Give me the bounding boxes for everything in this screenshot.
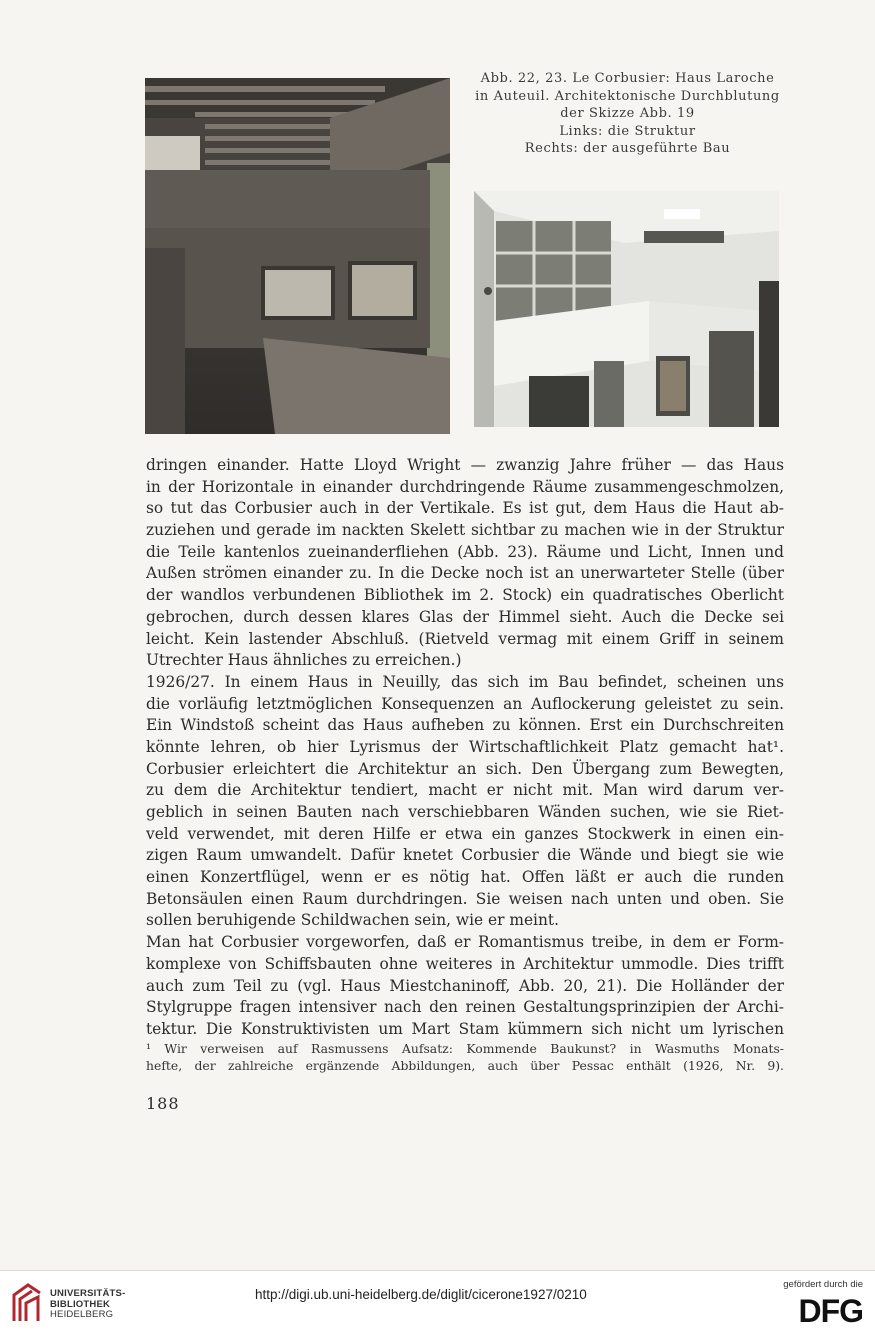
funding-note: gefördert durch die [783, 1279, 863, 1290]
text-line: leicht. Kein lastender Abschluß. (Rietveld vermag mit einem Griff in seinem [146, 629, 784, 648]
caption-line: Abb. 22, 23. Le Corbusier: Haus Laroche [480, 71, 775, 86]
body-text [146, 455, 784, 1041]
footnote-line: hefte, der zahlreiche ergänzende Abbildungen, auch über Pessac enthält (1926, Nr. 9). [146, 1058, 784, 1073]
text-line: gebrochen, durch dessen klares Glas der Himmel sieht. Auch die Decke sei [146, 607, 784, 626]
text-line: der wandlos verbundenen Bibliothek im 2. Stock) ein quadratisches Oberlicht [146, 586, 784, 605]
page-number: 188 [146, 1094, 180, 1113]
photo-structure-image [145, 78, 450, 434]
text-line: komplexe von Schiffsbauten ohne weiteres in Architektur ummodle. Dies trifft [146, 954, 784, 973]
text-line: auch zum Teil zu (vgl. Haus Miestchaninoff, Abb. 20, 21). Die Holländer der [146, 976, 784, 995]
text-line: sollen beruhigende Schildwachen sein, wie er meint. [146, 911, 559, 930]
text-line: zuziehen und gerade im nackten Skelett sichtbar zu machen wie in der Struktur [146, 521, 784, 540]
library-name[interactable] [50, 1289, 125, 1321]
text-line: geblich in seinen Bauten nach verschiebbaren Wänden suchen, wie sie Riet- [146, 803, 784, 821]
university-library-logo-icon[interactable] [10, 1281, 44, 1325]
text-line: in der Horizontale in einander durchdringende Räume zusammengeschmolzen, [146, 477, 784, 496]
text-line: die Teile kantenlos zueinanderfliehen (Abb. 23). Räume und Licht, Innen und [146, 542, 784, 561]
footnote-line: ¹ Wir verweisen auf Rasmussens Aufsatz: Kommende Baukunst? in Wasmuths Monats- [146, 1041, 784, 1056]
text-line: Außen strömen einander zu. In die Decke noch ist an unerwarteter Stelle (über [146, 564, 784, 583]
text-line: einen Konzertflügel, wenn er es nötig hat. Offen läßt er auch die runden [146, 868, 784, 887]
text-line: Stylgruppe fragen intensiver nach den reinen Gestaltungsprinzipien der Archi- [146, 998, 784, 1017]
permalink-url[interactable]: http://digi.ub.uni-heidelberg.de/diglit/cicerone1927/0210 [255, 1287, 587, 1302]
text-line: zu dem die Architektur tendiert, macht er nicht mit. Man wird darum ver- [146, 781, 784, 800]
photo-built-interior [474, 191, 779, 427]
text-line: veld verwendet, mit deren Hilfe er etwa ein ganzes Stockwerk in einen ein- [146, 824, 784, 843]
text-line: Betonsäulen einen Raum durchdringen. Sie weisen nach unten und oben. Sie [146, 889, 784, 908]
library-name-line: UNIVERSITÄTS- [50, 1288, 126, 1299]
figure-caption [465, 70, 790, 158]
photo-structure [145, 78, 450, 434]
text-line: Corbusier erleichtert die Architektur an sich. Den Übergang zum Bewegten, [146, 759, 784, 778]
text-line: tektur. Die Konstruktivisten um Mart Stam kümmern sich nicht um lyrischen [146, 1019, 784, 1038]
footnote [146, 1040, 784, 1074]
text-line: so tut das Corbusier auch in der Vertikale. Es ist gut, dem Haus die Haut ab- [146, 499, 784, 518]
library-name-line: HEIDELBERG [50, 1309, 114, 1320]
photo-built-interior-image [474, 191, 779, 427]
text-line: Man hat Corbusier vorgeworfen, daß er Romantismus treibe, in dem er Form- [146, 933, 784, 952]
footer-bar [0, 1270, 875, 1335]
caption-line: Links: die Struktur [559, 123, 696, 139]
caption-line: Rechts: der ausgeführte Bau [524, 141, 731, 156]
text-line: zigen Raum umwandelt. Dafür knetet Corbusier die Wände und biegt sie wie [146, 846, 784, 865]
caption-line: der Skizze Abb. 19 [560, 106, 695, 121]
caption-line: in Auteuil. Architektonische Durchblutung [475, 88, 780, 104]
text-line: könnte lehren, ob hier Lyrismus der Wirtschaftlichkeit Platz gemacht hat¹. [146, 737, 784, 756]
dfg-logo[interactable]: DFG [798, 1293, 863, 1329]
library-name-line: BIBLIOTHEK [50, 1298, 111, 1310]
text-line: Ein Windstoß scheint das Haus aufheben zu können. Erst ein Durchschreiten [146, 716, 784, 735]
text-line: dringen einander. Hatte Lloyd Wright — zwanzig Jahre früher — das Haus [146, 456, 784, 474]
text-line: 1926/27. In einem Haus in Neuilly, das sich im Bau befindet, scheinen uns [146, 672, 784, 691]
text-line: Utrechter Haus ähnliches zu erreichen.) [146, 651, 462, 670]
text-line: die vorläufig letztmöglichen Konsequenzen an Auflockerung geleistet zu sein. [146, 694, 784, 713]
